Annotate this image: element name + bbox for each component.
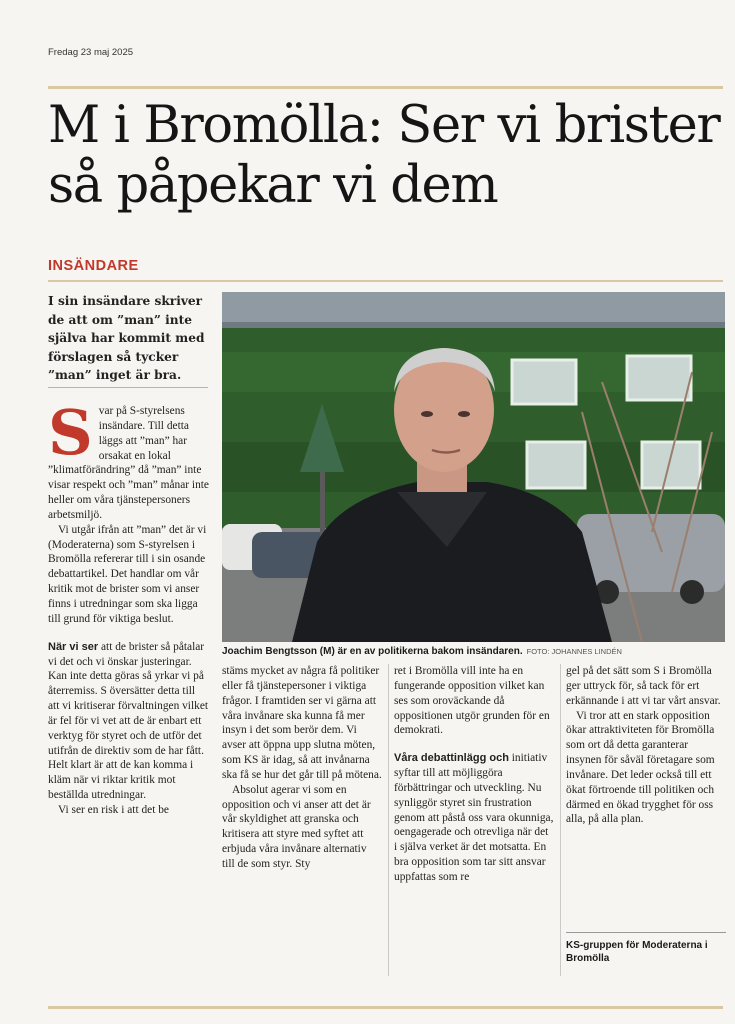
ingress-rule <box>48 387 208 388</box>
paragraph-3 <box>48 640 209 803</box>
paragraph-5: Absolut agerar vi som en opposition och vi anser att det är vår skyldighet att granska och kritisera att styre med syftet att erbjuda våra invånare alternativ till de som styr. Sty <box>222 783 371 870</box>
paragraph-4-start: Vi ser en risk i att det be <box>58 803 169 816</box>
paragraph-6-cont: gel på det sätt som S i Bromölla ger uttryck för, så tack för ert erkännande i att vi tar vårt ansvar. <box>566 665 721 707</box>
body-column-1 <box>48 396 209 818</box>
column-divider <box>388 664 389 976</box>
paragraph-1-text: var på S-styrelsens insändare. Till detta läggs att ”man” har orsakat en lokal ”klimatförändring” då ”man” inte visar respekt och ”man” månar inte heller om våra tjänstepersoners arbetsmiljö. <box>48 405 209 521</box>
paragraph-4-cont: stäms mycket av några få politiker eller få tjänstepersoner i viktiga frågor. I framtiden ser vi gärna att våra invånare ska kunna få mer insyn i det som berör dem. Vi avser att öppna upp slutna möten, som KS är idag, så att invånarna ska få se hur det går till på mötena. <box>222 665 382 781</box>
publication-date: Fredag 23 maj 2025 <box>48 47 134 58</box>
article-photo <box>222 292 725 642</box>
photo-credit: FOTO: JOHANNES LINDÉN <box>526 647 622 656</box>
paragraph-6-text: initiativ syftar till att möjliggöra förbättringar och utveckling. Nu synliggör styret sin frustration genom att påstå oss vara okunniga, oengagerade och otrevliga när det i själva verket är det motsatta. En bra opposition som tar sitt ansvar uppfattas som re <box>394 752 554 883</box>
paragraph-5-cont: ret i Bromölla vill inte ha en fungerande opposition vilket kan ses som oroväckande då oppositionen utgör grunden för en demokrati. <box>394 665 550 737</box>
body-column-4 <box>566 664 726 827</box>
paragraph-6-lead: Våra debattinlägg och <box>394 752 509 765</box>
drop-cap: S <box>48 396 93 469</box>
headline: M i Bromölla: Ser vi brister så påpekar vi dem <box>48 96 720 215</box>
paragraph-6 <box>394 751 554 885</box>
paragraph-7: Vi tror att en stark opposition ökar attraktiviteten för Bromölla som ort då detta garanterar insynen för såväl företagare som invånare. Det leder också till ett ökat förtroende till politiken och därmed en ökad trygghet för oss alla, på alla plan. <box>566 709 715 826</box>
paragraph-2: Vi utgår ifrån att ”man” det är vi (Moderaterna) som S-styrelsen i Bromölla refererar till i sin osande debattartikel. Det handlar om vår kritik mot de brister som vi anser finns i utredningar som ska ligga till grund för viktiga beslut. <box>48 523 207 625</box>
ingress: I sin insändare skriver de att om ”man” inte själva har kommit med förslagen så tycker ”man” inget är bra. <box>48 294 205 382</box>
paragraph-3-lead: När vi ser <box>48 640 99 653</box>
column-divider <box>560 664 561 976</box>
kicker-rule <box>48 280 723 282</box>
body-column-2 <box>222 664 382 872</box>
caption-text: Joachim Bengtsson (M) är en av politikerna bakom insändaren. <box>222 646 523 657</box>
paragraph-3-text: att de brister så påtalar vi det och vi önskar justeringar. Kan inte detta göras så yrkar vi på återremiss. S översätter detta till att vi kritiserar förvaltningen vilket är fel för vi vet att de är enbart ett verktyg för styret och de utför det utifrån de direktiv som de har fått. Helt klart är att de kan komma i kläm när vi riktar kritik mot beställda utredningar. <box>48 640 209 802</box>
section-kicker: INSÄNDARE <box>48 258 139 274</box>
paragraph-1 <box>48 396 209 523</box>
signature-rule <box>566 932 726 933</box>
body-column-3 <box>394 664 554 885</box>
bottom-rule <box>48 1006 723 1009</box>
top-rule <box>48 86 723 89</box>
photo-caption <box>222 646 725 657</box>
signature: KS-gruppen för Moderaterna i Bromölla <box>566 940 708 964</box>
